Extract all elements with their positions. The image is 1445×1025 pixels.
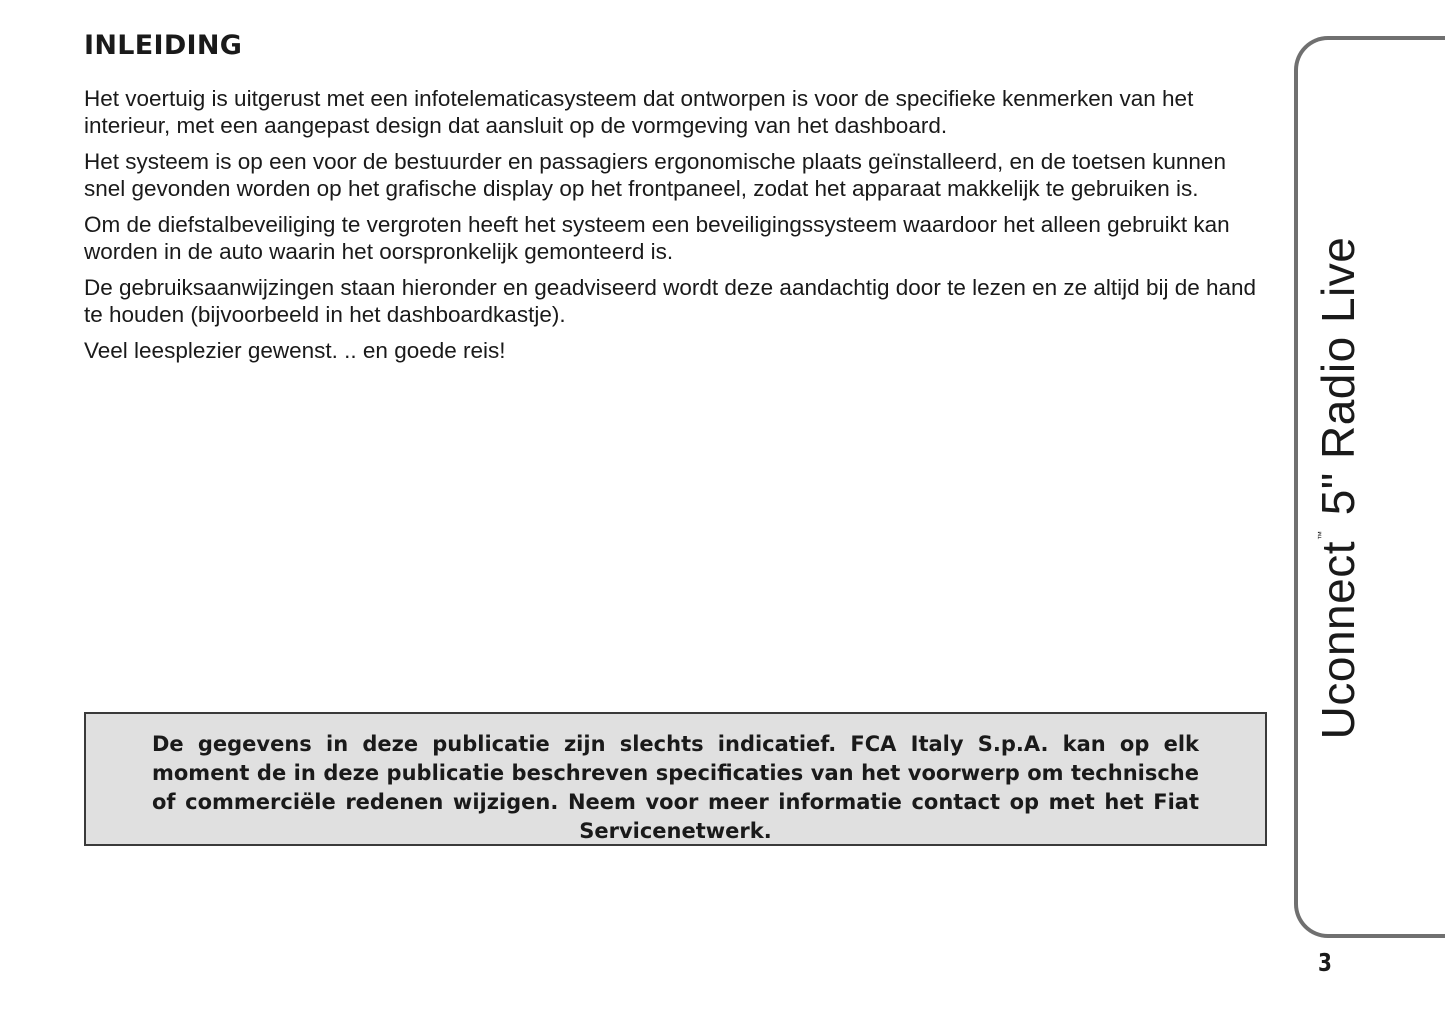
trademark-symbol: ™ [1316,530,1326,540]
main-content [84,28,1264,375]
page-number: 3 [1318,948,1332,977]
paragraph: Het voertuig is uitgerust met een infotelematicasysteem dat ontworpen is voor de specifieke kenmerken van het interieur, met een aangepast design dat aansluit op de vormgeving van het dashboard. [84,86,1194,138]
disclaimer-text: De gegevens in deze publicatie zijn slechts indicatief. FCA Italy S.p.A. kan op elk moment de in deze publicatie beschreven specificaties van het voorwerp om technische of commerciële redenen wijzigen. Neem voor meer informatie contact op met het Fiat Servicenetwerk. [152,732,1199,843]
paragraph: De gebruiksaanwijzingen staan hieronder en geadviseerd wordt deze aandachtig door te lezen en ze altijd bij de hand te houden (bijvoorbeeld in het dashboardkastje). [84,275,1257,327]
section-heading: INLEIDING [84,30,243,61]
brand-name: Uconnect [1312,540,1364,740]
paragraph: Het systeem is op een voor de bestuurder en passagiers ergonomische plaats geïnstalleerd, en de toetsen kunnen snel gevonden worden op het grafische display op het frontpaneel, zodat het apparaat makkelijk te gebruiken is. [84,149,1226,201]
model-name: 5" Radio Live [1312,236,1364,516]
chapter-tab-title [1311,237,1365,740]
paragraph: Veel leesplezier gewenst. .. en goede reis! [84,338,506,363]
disclaimer-box [84,712,1267,846]
paragraph: Om de diefstalbeveiliging te vergroten heeft het systeem een beveiligingssysteem waardoor het alleen gebruikt kan worden in de auto waarin het oorspronkelijk gemonteerd is. [84,212,1230,264]
